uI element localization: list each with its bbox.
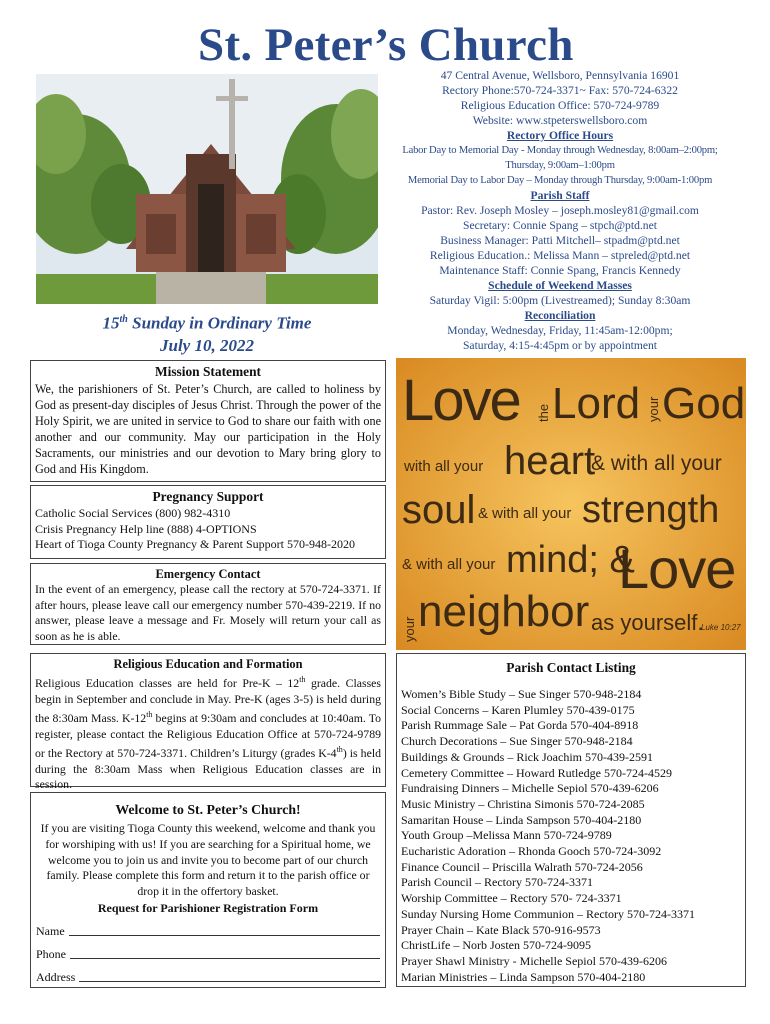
religious-education-box: [30, 653, 386, 792]
art-lord: Lord: [552, 379, 641, 428]
art-with-all-your: & with all your: [478, 505, 572, 522]
art-with-all-your: & with all your: [402, 556, 496, 573]
contact-item: Buildings & Grounds – Rick Joachim 570-439-2591: [401, 749, 653, 764]
phone-line[interactable]: [70, 957, 380, 959]
office-hours-line: Thursday, 9:00am–1:00pm: [505, 160, 615, 171]
art-soul: soul: [402, 488, 476, 532]
contact-item: Youth Group –Melissa Mann 570-724-9789: [401, 828, 612, 843]
art-love: Love: [618, 537, 736, 600]
religious-ed-heading: Religious Education and Formation: [113, 657, 303, 671]
office-hours-line: Memorial Day to Labor Day – Monday through Thursday, 9:00am-1:00pm: [407, 175, 713, 186]
contact-item: Church Decorations – Sue Singer 570-948-2184: [401, 734, 633, 749]
art-your: your: [402, 616, 417, 642]
contact-item: Parish Rummage Sale – Pat Gorda 570-404-8918: [401, 718, 639, 733]
contact-block: [380, 68, 740, 353]
contact-item: Eucharistic Adoration – Rhonda Gooch 570-724-3092: [401, 844, 662, 859]
welcome-box: [30, 792, 386, 988]
staff-line: Pastor: Rev. Joseph Mosley – joseph.mosley81@gmail.com: [421, 204, 699, 217]
welcome-text: If you are visiting Tioga County this weekend, welcome and thank you for worshiping with us! If you are searching for a Spiritual home, we welcome you to join us and invite you to become part of our church family. Please complete this form and return it to the parish office or drop it in the offertory basket.: [40, 821, 376, 899]
contact-item: Prayer Shawl Ministry - Michelle Sepiol 570-439-6206: [401, 953, 667, 968]
reconciliation-line: Monday, Wednesday, Friday, 11:45am-12:00pm;: [447, 324, 673, 337]
art-the: the: [536, 403, 551, 422]
art-love: Love: [402, 368, 520, 433]
sunday-number: 15: [102, 313, 120, 333]
office-hours-heading: Rectory Office Hours: [506, 129, 614, 142]
pregnancy-line: Crisis Pregnancy Help line (888) 4-OPTIONS: [35, 521, 257, 536]
website[interactable]: Website: www.stpeterswellsboro.com: [472, 114, 648, 127]
pregnancy-line: Heart of Tioga County Pregnancy & Parent Support 570-948-2020: [35, 537, 355, 551]
phone-label: Phone: [36, 946, 66, 961]
church-title: St. Peter’s Church: [198, 19, 574, 71]
contact-item: Parish Council – Rectory 570-724-3371: [401, 875, 593, 890]
name-field[interactable]: [36, 924, 380, 939]
contact-item: Women’s Bible Study – Sue Singer 570-948-2184: [401, 687, 642, 701]
staff-line: Secretary: Connie Spang – stpch@ptd.net: [463, 219, 657, 232]
art-mind: mind; &: [506, 539, 635, 581]
emergency-text: In the event of an emergency, please call the rectory at 570-724-3371. If after hours, please leave call our emergency number 570-439-2219. If no answer, please leave a message and Fr. Mosely will return your call as soon as he is able.: [35, 582, 381, 643]
contact-item: Prayer Chain – Kate Black 570-916-9573: [401, 922, 601, 937]
masses-line: Saturday Vigil: 5:00pm (Livestreamed); Sunday 8:30am: [429, 294, 691, 307]
art-as-yourself: as yourself.: [591, 610, 704, 635]
address-label: Address: [36, 969, 76, 984]
art-strength: strength: [582, 489, 720, 531]
religious-ed-phone: Religious Education Office: 570-724-9789: [460, 99, 660, 112]
contact-item: Social Concerns – Karen Plumley 570-439-0175: [401, 702, 635, 717]
art-neighbor: neighbor: [418, 587, 590, 636]
welcome-heading: Welcome to St. Peter’s Church!: [115, 802, 301, 817]
name-label: Name: [36, 923, 65, 938]
reconciliation-heading: Reconciliation: [524, 309, 596, 322]
art-god: God: [662, 379, 746, 428]
office-hours-line: Labor Day to Memorial Day - Monday through Wednesday, 8:00am–2:00pm;: [402, 145, 718, 156]
parish-contact-box: [396, 653, 746, 987]
sunday-suffix: th: [119, 314, 128, 325]
contact-item: Sunday Nursing Home Communion – Rectory 570-724-3371: [401, 906, 695, 921]
art-citation: Luke 10:27: [701, 623, 741, 632]
pregnancy-line: Catholic Social Services (800) 982-4310: [35, 506, 231, 520]
pregnancy-support-box: [30, 485, 386, 559]
art-heart: heart: [504, 439, 596, 483]
sunday-name: Sunday in Ordinary Time: [127, 313, 312, 333]
phone-field[interactable]: [36, 947, 380, 962]
parish-staff-heading: Parish Staff: [530, 189, 590, 202]
masses-heading: Schedule of Weekend Masses: [488, 279, 632, 292]
religious-ed-text: Religious Education classes are held for Pre-K – 12th grade. Classes begin in September and conclude in May. Pre-K (ages 3-5) is held during the 8:30am Mass. K-12th begins at 9:30am and concludes at 10:40am. To register, please contact the Religious Education Office at 570-724-9789 or the Rectory at 570-724-3371. Children’s Liturgy (grades K-4th) is held during the 8:30am Mass when Religious Education classes are in session.: [35, 675, 382, 792]
contact-item: Cemetery Committee – Howard Rutledge 570-724-4529: [401, 765, 672, 780]
mission-text: We, the parishioners of St. Peter’s Church, are called to holiness by God as present-day disciples of Jesus Christ. Through the power of the Holy Spirit, we are united in service to God to share our faith with one another and our community. May our participation in the Holy Sacraments, our ministries and our devotion to Mary bring glory to God and His Kingdom.: [35, 382, 381, 476]
contact-item: ChristLife – Norb Josten 570-724-9095: [401, 938, 591, 953]
art-with-all-your: with all your: [404, 458, 484, 475]
art-with-all-your: & with all your: [591, 452, 722, 475]
emergency-heading: Emergency Contact: [155, 567, 261, 581]
liturgical-date: [36, 309, 378, 357]
phone-fax: Rectory Phone:570-724-3371~ Fax: 570-724-6322: [442, 84, 678, 97]
name-line[interactable]: [69, 934, 380, 936]
staff-line: Religious Education.: Melissa Mann – stpreled@ptd.net: [429, 249, 691, 262]
art-your: your: [646, 396, 661, 422]
contact-item: Samaritan House – Linda Sampson 570-404-2180: [401, 812, 642, 827]
church-photo: [36, 74, 378, 304]
pregnancy-heading: Pregnancy Support: [152, 489, 264, 504]
scripture-artwork: [396, 358, 746, 650]
address: 47 Central Avenue, Wellsboro, Pennsylvania 16901: [440, 69, 680, 82]
mission-heading: Mission Statement: [154, 364, 261, 379]
contact-item: Worship Committee – Rectory 570- 724-3371: [401, 891, 622, 906]
staff-line: Maintenance Staff: Connie Spang, Francis Kennedy: [439, 264, 681, 277]
registration-form-title: Request for Parishioner Registration Form: [97, 900, 319, 915]
staff-line: Business Manager: Patti Mitchell– stpadm@ptd.net: [440, 234, 680, 247]
parish-contact-heading: Parish Contact Listing: [506, 660, 636, 675]
reconciliation-line: Saturday, 4:15-4:45pm or by appointment: [462, 339, 658, 352]
address-line[interactable]: [79, 980, 380, 982]
contact-item: Marian Ministries – Linda Sampson 570-404-2180: [401, 969, 646, 984]
contact-item: Music Ministry – Christina Simonis 570-724-2085: [401, 796, 645, 811]
contact-item: Finance Council – Priscilla Walrath 570-724-2056: [401, 859, 643, 874]
emergency-contact-box: [30, 563, 386, 645]
address-field[interactable]: [36, 970, 380, 985]
contact-item: Fundraising Dinners – Michelle Sepiol 570-439-6206: [401, 781, 659, 796]
mission-statement-box: [30, 360, 386, 482]
sunday-date: July 10, 2022: [160, 335, 254, 355]
